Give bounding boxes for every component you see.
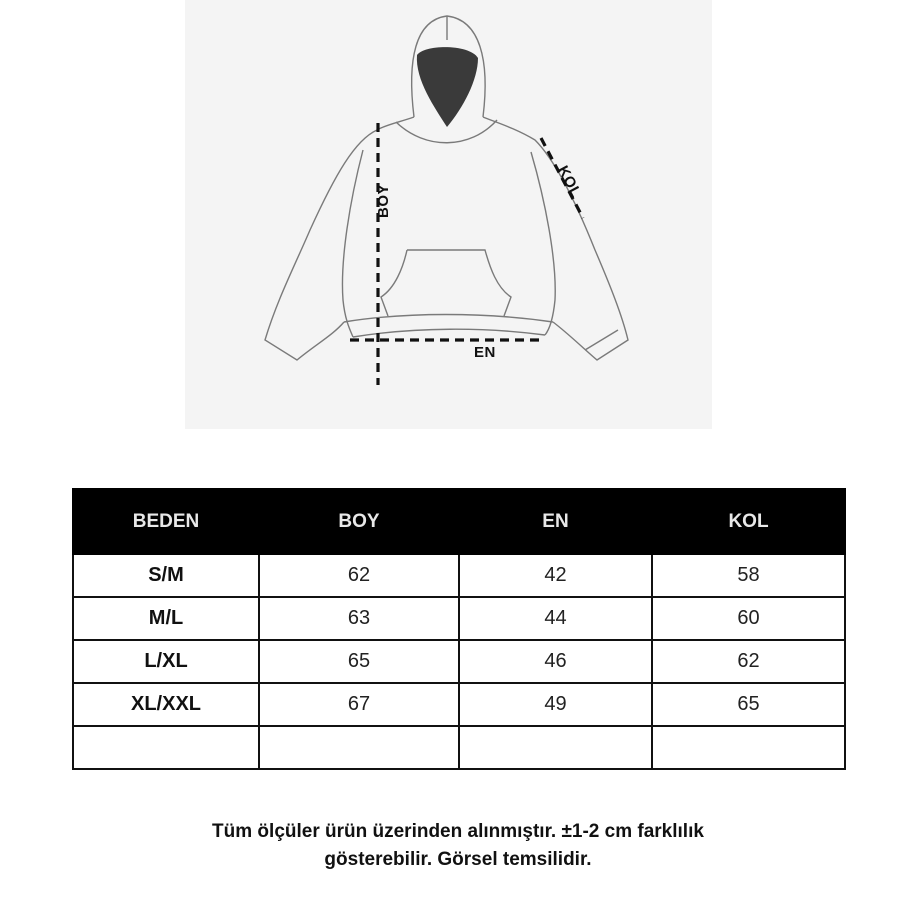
size-cell [73,726,259,769]
table-header-row [73,489,845,554]
size-cell: L/XL [73,640,259,683]
hoodie-outline-icon [185,0,712,429]
table-row [73,554,845,597]
disclaimer-line-2: gösterebilir. Görsel temsilidir. [324,849,592,870]
table-row [73,597,845,640]
header-en: EN [459,489,652,554]
kol-cell: 58 [652,554,845,597]
kol-cell: 65 [652,683,845,726]
header-boy: BOY [259,489,459,554]
size-cell: S/M [73,554,259,597]
header-beden: BEDEN [73,489,259,554]
en-measure-label: EN [474,344,496,361]
disclaimer-line-1: Tüm ölçüler ürün üzerinden alınmıştır. ±1-2 cm farklılık [212,821,704,842]
boy-cell [259,726,459,769]
boy-cell: 67 [259,683,459,726]
boy-cell: 63 [259,597,459,640]
header-kol: KOL [652,489,845,554]
en-cell: 49 [459,683,652,726]
kol-measure-label: KOL [553,163,585,201]
size-cell: XL/XXL [73,683,259,726]
table-row [73,640,845,683]
boy-measure-label: BOY [375,183,392,218]
size-chart-table [72,488,846,770]
size-cell: M/L [73,597,259,640]
en-cell: 42 [459,554,652,597]
kol-cell: 60 [652,597,845,640]
boy-cell: 65 [259,640,459,683]
kol-cell [652,726,845,769]
measurement-disclaimer [100,818,816,874]
hoodie-size-diagram [185,0,712,429]
kol-cell: 62 [652,640,845,683]
en-cell [459,726,652,769]
table-row-empty [73,726,845,769]
table-row [73,683,845,726]
en-cell: 46 [459,640,652,683]
boy-cell: 62 [259,554,459,597]
en-cell: 44 [459,597,652,640]
